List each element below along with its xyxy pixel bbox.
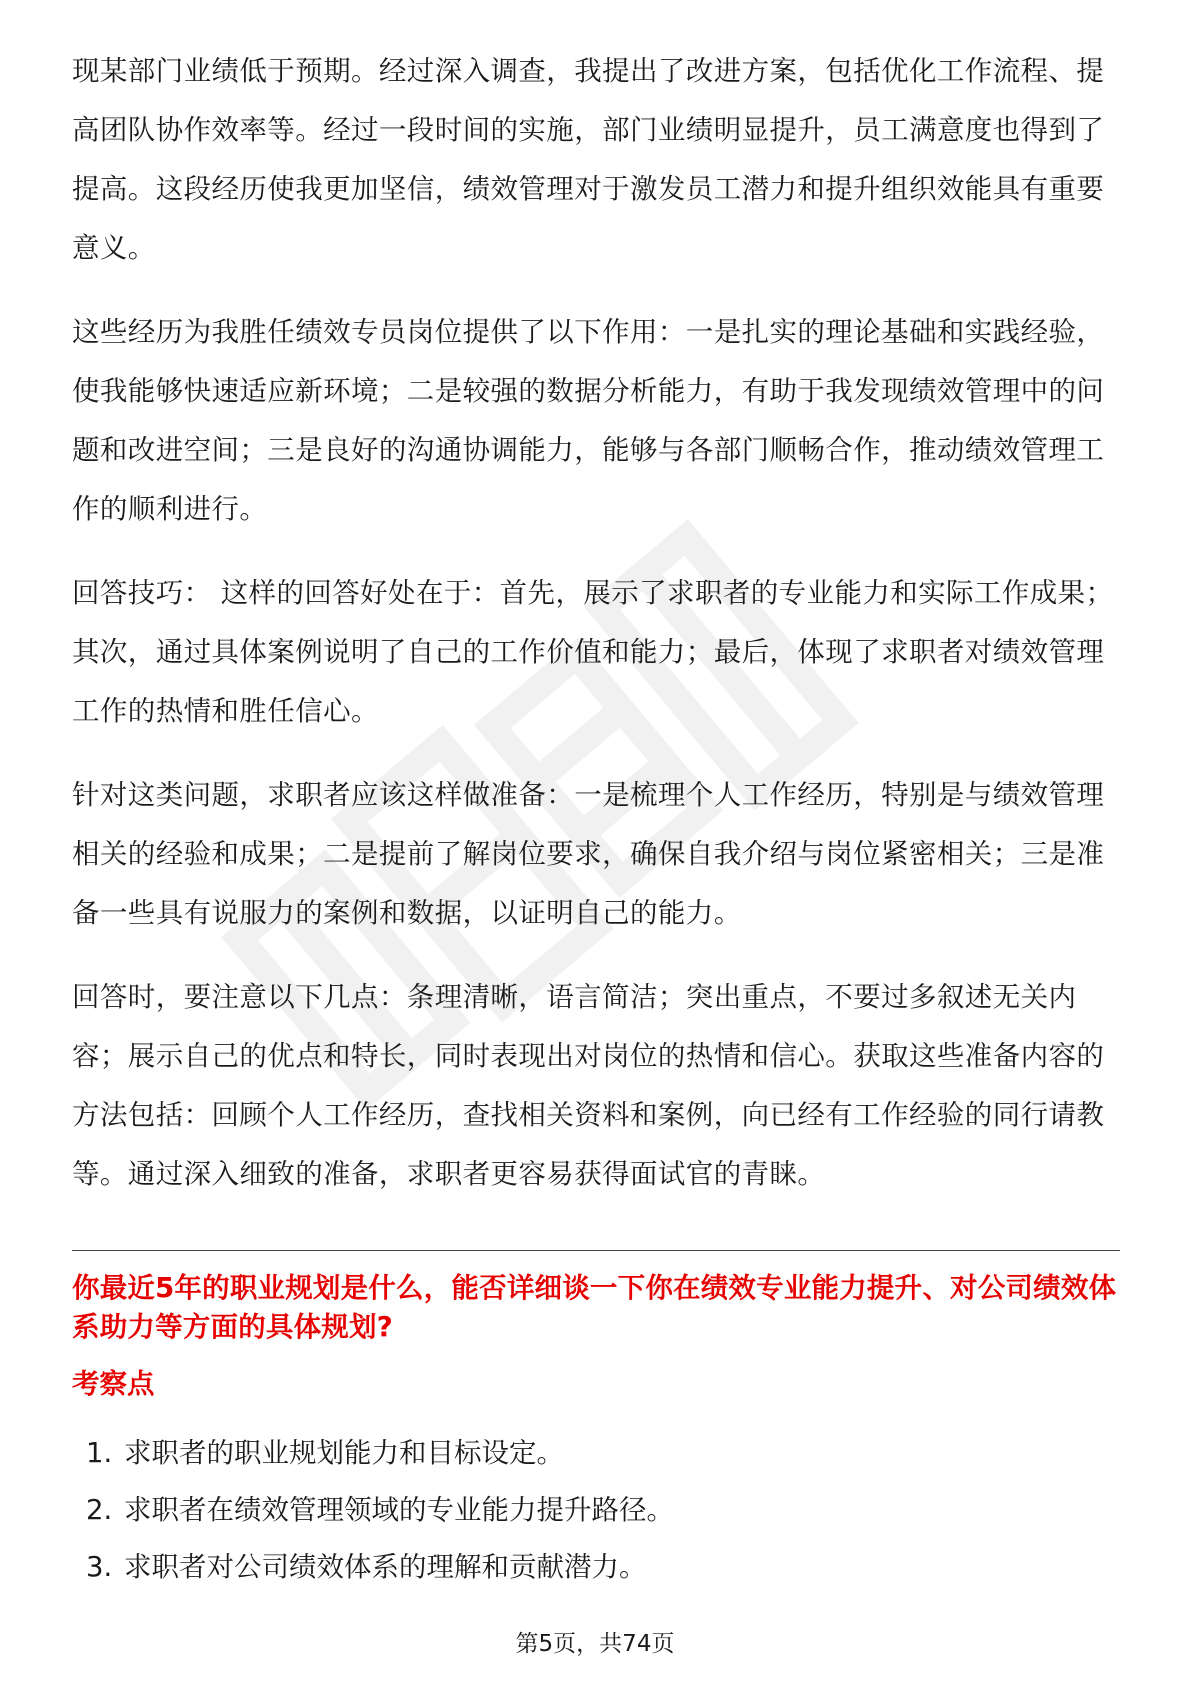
list-item	[72, 1548, 1120, 1587]
checkpoints-list	[72, 1434, 1120, 1587]
answer-tips-paragraph: 回答技巧： 这样的回答好处在于：首先，展示了求职者的专业能力和实际工作成果；其次，通过具体案例说明了自己的工作价值和能力；最后，体现了求职者对绩效管理工作的热情和胜任信心。	[72, 577, 1114, 727]
list-item-text: 求职者在绩效管理领域的专业能力提升路径。	[124, 1494, 674, 1526]
interview-question: 你最近5年的职业规划是什么，能否详细谈一下你在绩效专业能力提升、对公司绩效体系助力等方面的具体规划?	[72, 1272, 1117, 1343]
answer-notes-paragraph: 回答时，要注意以下几点：条理清晰，语言简洁；突出重点，不要过多叙述无关内容；展示自己的优点和特长，同时表现出对岗位的热情和信心。获取这些准备内容的方法包括：回顾个人工作经历，查找相关资料和案例，向已经有工作经验的同行请教等。通过深入细致的准备，求职者更容易获得面试官的青睐。	[72, 981, 1105, 1190]
list-item	[72, 1491, 1120, 1530]
list-item-number: 2.	[86, 1494, 113, 1526]
body-paragraph-1: 现某部门业绩低于预期。经过深入调查，我提出了改进方案，包括优化工作流程、提高团队协作效率等。经过一段时间的实施，部门业绩明显提升，员工满意度也得到了提高。这段经历使我更加坚信，绩效管理对于激发员工潜力和提升组织效能具有重要意义。	[72, 55, 1105, 264]
list-item	[72, 1434, 1120, 1473]
list-item-text: 求职者的职业规划能力和目标设定。	[124, 1437, 564, 1469]
list-item-text: 求职者对公司绩效体系的理解和贡献潜力。	[124, 1551, 647, 1583]
list-item-number: 1.	[86, 1437, 113, 1469]
body-paragraph-2: 这些经历为我胜任绩效专员岗位提供了以下作用：一是扎实的理论基础和实践经验，使我能够快速适应新环境；二是较强的数据分析能力，有助于我发现绩效管理中的问题和改进空间；三是良好的沟通协调能力，能够与各部门顺畅合作，推动绩效管理工作的顺利进行。	[72, 316, 1105, 525]
section-divider	[72, 1250, 1120, 1251]
checkpoints-heading: 考察点	[72, 1368, 155, 1400]
page-footer: 第5页，共74页	[515, 1631, 675, 1657]
document-content	[72, 42, 1120, 1605]
preparation-paragraph: 针对这类问题，求职者应该这样做准备：一是梳理个人工作经历，特别是与绩效管理相关的经验和成果；二是提前了解岗位要求，确保自我介绍与岗位紧密相关；三是准备一些具有说服力的案例和数据，以证明自己的能力。	[72, 779, 1105, 929]
list-item-number: 3.	[86, 1551, 113, 1583]
